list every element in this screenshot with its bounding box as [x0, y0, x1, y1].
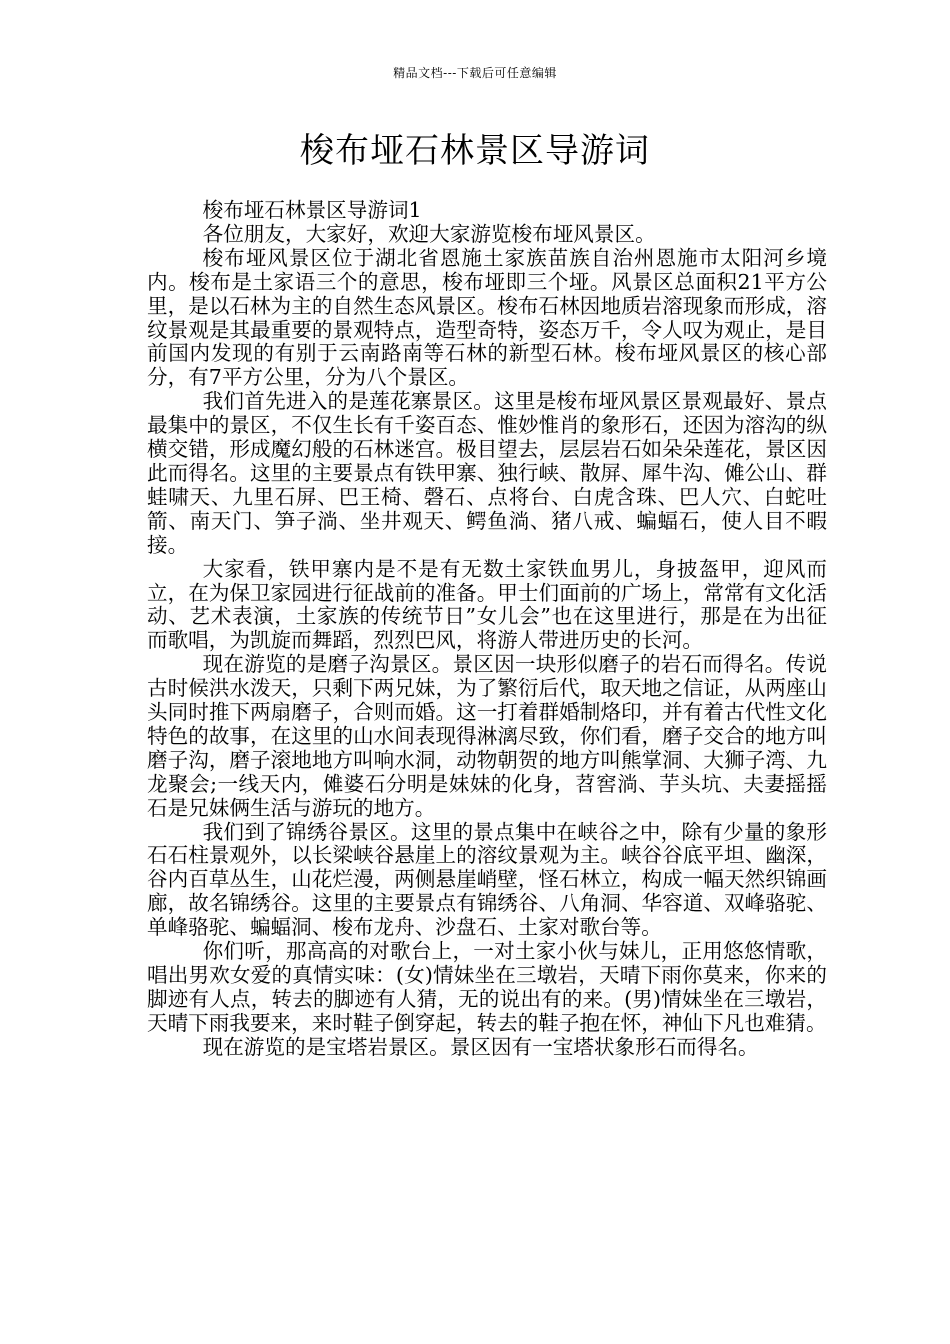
paragraph-tiejiazhai: 大家看，铁甲寨内是不是有无数土家铁血男儿，身披盔甲，迎风而立，在为保卫家园进行征战前的准备。甲士们面前的广场上，常常有文化活动、艺术表演，土家族的传统节日”女儿会”也在这里进行，那是在为出征而歌唱，为凯旋而舞蹈，烈烈巴风，将游人带进历史的长河。: [147, 556, 827, 653]
paragraph-subtitle: 梭布垭石林景区导游词1: [202, 198, 422, 222]
header-note: 精品文档---下载后可任意编辑: [393, 66, 557, 80]
paragraph-mozigou: 现在游览的是磨子沟景区。景区因一块形似磨子的岩石而得名。传说古时候洪水泼天，只剩下两兄妹，为了繁衍后代，取天地之信证，从两座山头同时推下两扇磨子，合则而婚。这一打着群婚制烙印，并有着古代性文化特色的故事，在这里的山水间表现得淋漓尽致，你们看，磨子交合的地方叫磨子沟，磨子滚地地方叫响水洞，动物朝贺的地方叫熊掌洞、大狮子湾、九龙聚会;一线天内，傩婆石分明是妹妹的化身，苕窖淌、芋头坑、夫妻摇摇石是兄妹俩生活与游玩的地方。: [147, 652, 827, 820]
paragraph-baotayan: 现在游览的是宝塔岩景区。景区因有一宝塔状象形石而得名。: [202, 1034, 759, 1059]
paragraph-overview: 梭布垭风景区位于湖北省恩施土家族苗族自治州恩施市太阳河乡境内。梭布是土家语三个的意思，梭布垭即三个垭。风景区总面积21平方公里，是以石林为主的自然生态风景区。梭布石林因地质岩溶现象而形成，溶纹景观是其最重要的景观特点，造型奇特，姿态万千，令人叹为观止，是目前国内发现的有别于云南路南等石林的新型石林。梭布垭风景区的核心部分，有7平方公里，分为八个景区。: [147, 245, 827, 390]
document-title: 梭布垭石林景区导游词: [300, 131, 650, 171]
paragraph-duigetai: 你们听，那高高的对歌台上，一对土家小伙与妹儿，正用悠悠情歌，唱出男欢女爱的真情实味：(女)情妹坐在三墩岩，天晴下雨你莫来，你来的脚迹有人点，转去的脚迹有人猜，无的说出有的来。(男)情妹坐在三墩岩，天晴下雨我要来，来时鞋子倒穿起，转去的鞋子抱在怀，神仙下凡也难猜。: [147, 939, 827, 1035]
paragraph-lianhuazhai: 我们首先进入的是莲花寨景区。这里是梭布垭风景区景观最好、景点最集中的景区，不仅生长有千姿百态、惟妙惟肖的象形石，还因为溶沟的纵横交错，形成魔幻般的石林迷宫。极目望去，层层岩石如朵朵莲花，景区因此而得名。这里的主要景点有铁甲寨、独行峡、散屏、犀牛沟、傩公山、群蛙啸天、九里石屏、巴王椅、磬石、点将台、白虎含珠、巴人穴、白蛇吐箭、南天门、笋子淌、坐井观天、鳄鱼淌、猪八戒、蝙蝠石，使人目不暇接。: [147, 389, 827, 557]
document-body: [147, 199, 827, 1060]
paragraph-jinxiugu: 我们到了锦绣谷景区。这里的景点集中在峡谷之中，除有少量的象形石石柱景观外，以长梁峡谷悬崖上的溶纹景观为主。峡谷谷底平坦、幽深，谷内百草丛生，山花烂漫，两侧悬崖峭壁，怪石林立，构成一幅天然织锦画廊，故名锦绣谷。这里的主要景点有锦绣谷、八角洞、华容道、双峰骆驼、单峰骆驼、蝙蝠洞、梭布龙舟、沙盘石、土家对歌台等。: [147, 819, 827, 940]
paragraph-greeting: 各位朋友，大家好，欢迎大家游览梭布垭风景区。: [202, 221, 656, 246]
